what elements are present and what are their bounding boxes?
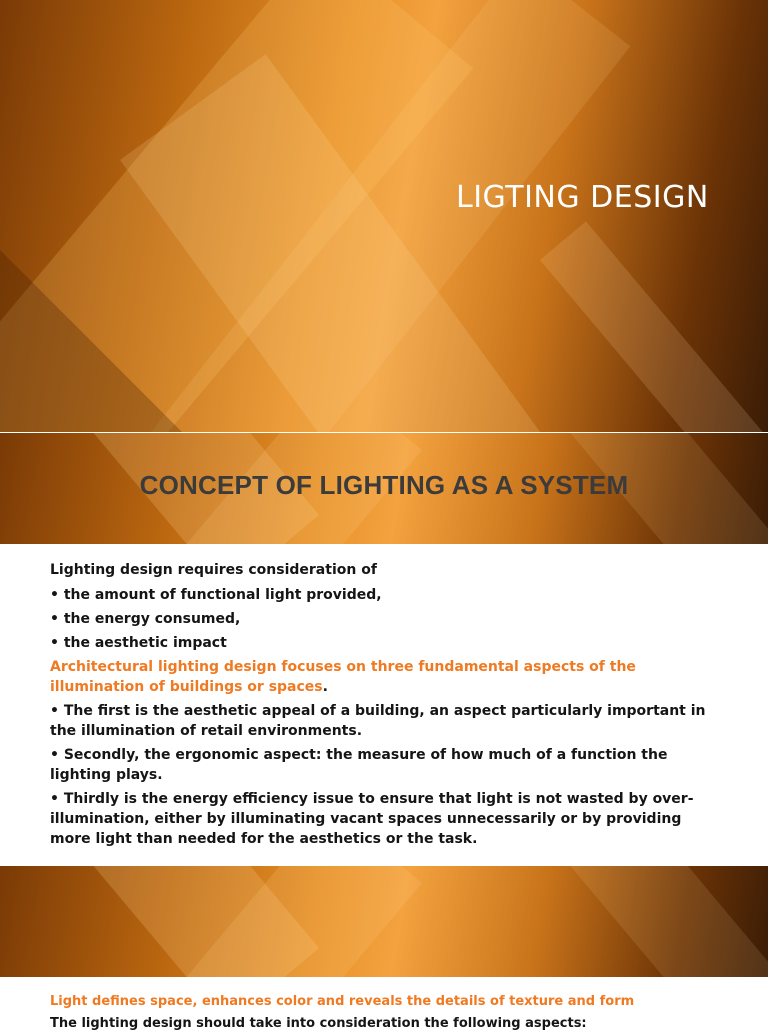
highlight-suffix: . <box>322 679 328 695</box>
point-item: • The first is the aesthetic appeal of a building, an aspect particularly important in the illumination of retail environments. <box>50 703 706 739</box>
bullet-item: • the energy consumed, <box>50 611 241 627</box>
highlight-text: Architectural lighting design focuses on three fundamental aspects of the illumination of buildings or spaces <box>50 659 636 695</box>
body-line: The lighting design should take into consideration the following aspects: <box>50 1016 587 1031</box>
bullet-item: • the aesthetic impact <box>50 635 227 651</box>
slide-title: LIGTING DESIGN <box>456 180 709 215</box>
slide-heading: CONCEPT OF LIGHTING AS A SYSTEM <box>139 470 629 500</box>
highlight-paragraph <box>50 657 720 697</box>
slide-body <box>50 560 720 853</box>
slide-1-background <box>0 0 768 432</box>
point-item: • Secondly, the ergonomic aspect: the measure of how much of a function the lighting plays. <box>50 747 668 783</box>
intro-text: Lighting design requires consideration of <box>50 562 377 578</box>
highlight-text: Light defines space, enhances color and reveals the details of texture and form <box>50 994 635 1009</box>
slide-3-background <box>0 866 768 977</box>
point-item: • Thirdly is the energy efficiency issue to ensure that light is not wasted by over-illumination, either by illuminating vacant spaces unnecessarily or by providing more light than needed for the aesthetics or the task. <box>50 791 694 847</box>
slide-3-body <box>50 991 740 1035</box>
bullet-item: • the amount of functional light provided, <box>50 587 382 603</box>
